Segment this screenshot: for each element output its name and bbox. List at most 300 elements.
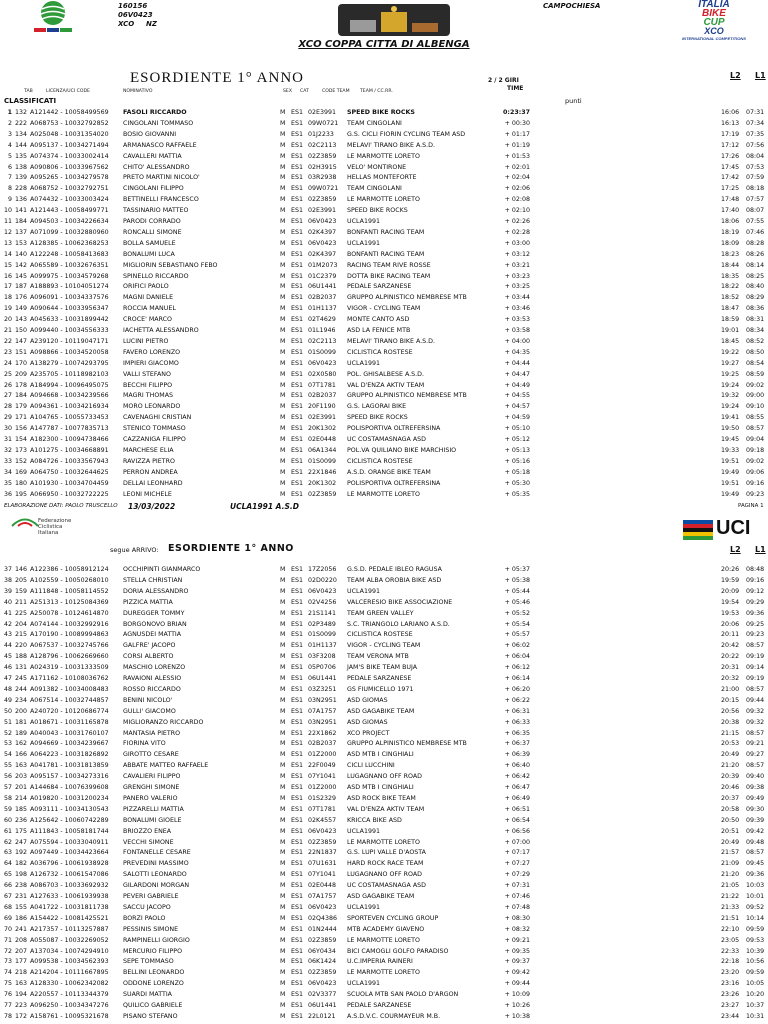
cell-name: BONALUMI LUCA: [123, 250, 175, 258]
cell-sex: M: [280, 707, 286, 715]
cell-name: CORSI ALBERTO: [123, 653, 174, 661]
cell-l1: 08:14: [746, 261, 765, 269]
cell-sex: M: [280, 457, 286, 465]
cell-sex: M: [280, 653, 286, 661]
cell-code: 07A1757: [308, 893, 337, 900]
cell-bib: 169: [15, 468, 28, 476]
cell-time: + 07:17: [504, 849, 530, 857]
cell-rank: 68: [3, 903, 12, 911]
cell-time: + 03:21: [504, 261, 530, 269]
cell-bib: 184: [15, 218, 28, 225]
cell-l1: 10:56: [746, 958, 765, 966]
cell-l2: 19:51: [721, 457, 740, 465]
cell-time: + 06:42: [504, 773, 530, 781]
cell-l2: 19:53: [721, 609, 740, 617]
cell-bib: 215: [15, 631, 28, 639]
col-header-code-team: CODE TEAM: [322, 89, 350, 94]
cell-sex: M: [280, 392, 286, 400]
cell-rank: 49: [3, 696, 12, 704]
cell-license: A094361 - 10034216934: [30, 403, 109, 411]
cell-l2: 19:50: [721, 425, 740, 433]
cell-name: BONALUMI GIOELE: [123, 816, 182, 824]
cell-team: UCLA1991: [347, 827, 380, 835]
cell-code: 02E3991: [308, 109, 337, 116]
fci-text: Italiana: [38, 530, 59, 537]
cell-license: A122386 - 10058912124: [30, 566, 109, 573]
cell-time: + 03:23: [504, 272, 530, 280]
cell-l2: 21:05: [721, 882, 740, 890]
cell-rank: 8: [7, 185, 12, 193]
cell-time: + 05:30: [504, 479, 530, 487]
cell-team: MONTE CANTO ASD: [347, 316, 410, 324]
cell-l2: 20:11: [721, 631, 740, 639]
event-title: XCO COPPA CITTA DI ALBENGA: [298, 39, 470, 50]
cell-rank: 63: [3, 849, 12, 857]
classified-label: CLASSIFICATI: [4, 97, 57, 105]
cell-name: PIZZICA MATTIA: [123, 598, 173, 606]
cell-time: + 02:10: [504, 207, 530, 215]
cell-license: A095157 - 10034273316: [30, 773, 109, 781]
cell-rank: 44: [3, 642, 12, 650]
cell-code: 22X1846: [308, 468, 337, 476]
cell-rank: 57: [3, 784, 12, 791]
cell-bib: 142: [15, 261, 28, 269]
cell-code: 20F1190: [308, 403, 336, 411]
cell-license: A091382 - 10034008483: [30, 685, 109, 693]
cell-time: + 10:09: [504, 991, 530, 999]
cell-sex: M: [280, 261, 286, 269]
cell-cat: ES1: [291, 631, 303, 639]
cell-license: A067514 - 10032744857: [30, 696, 109, 704]
cell-license: A065589 - 10032676351: [30, 261, 109, 269]
cell-bib: 155: [15, 903, 28, 911]
cell-rank: 22: [3, 337, 12, 345]
cell-rank: 9: [7, 196, 12, 204]
cell-cat: ES1: [291, 838, 303, 846]
cell-license: A084726 - 10033567943: [30, 457, 109, 465]
cell-l2: 18:23: [721, 250, 740, 258]
cell-time: + 05:18: [504, 468, 530, 476]
cell-l2: 23:20: [721, 969, 740, 977]
cell-l1: 08:57: [746, 685, 765, 693]
result-row: [0, 163, 768, 174]
cell-l1: 08:57: [746, 642, 765, 650]
cell-l1: 09:45: [746, 860, 765, 868]
cell-l2: 20:56: [721, 707, 740, 715]
cell-l2: 17:48: [721, 196, 740, 204]
cell-license: A104765 - 10055733453: [30, 414, 109, 422]
cell-bib: 208: [15, 936, 28, 944]
cell-cat: ES1: [291, 816, 303, 824]
result-row: [0, 402, 768, 413]
cell-sex: M: [280, 631, 286, 639]
cell-cat: ES1: [291, 381, 303, 389]
cell-name: SEPE TOMMASO: [123, 958, 174, 966]
cell-time: + 04:55: [504, 392, 530, 400]
cell-l1: 09:23: [746, 490, 765, 498]
result-row: [0, 979, 768, 990]
cell-license: A094503 - 10034226634: [30, 218, 109, 225]
cell-sex: M: [280, 980, 286, 988]
result-row: [0, 359, 768, 370]
cell-name: ROSSO RICCARDO: [123, 685, 181, 693]
cell-name: SUARDI MATTIA: [123, 991, 172, 999]
cell-code: 03R2938: [308, 174, 337, 182]
cell-license: A094668 - 10034239566: [30, 392, 109, 400]
cell-name: STENICO TOMMASO: [123, 425, 186, 433]
cell-team: CICLISTICA ROSTESE: [347, 631, 413, 639]
cell-l1: 09:32: [746, 707, 765, 715]
cell-time: + 06:20: [504, 685, 530, 693]
cell-bib: 241: [15, 925, 28, 933]
cell-code: 07A1757: [308, 707, 337, 715]
cell-l2: 18:22: [721, 283, 740, 291]
cell-code: 01H1137: [308, 642, 337, 650]
cell-team: DOTTA BIKE RACING TEAM: [347, 272, 431, 280]
result-row: [0, 184, 768, 195]
cell-bib: 231: [15, 893, 28, 900]
cell-rank: 13: [3, 239, 12, 247]
cell-name: PRETO MARTINI NICOLO': [123, 174, 200, 182]
cell-l2: 18:35: [721, 272, 740, 280]
cell-rank: 36: [3, 490, 12, 498]
cell-rank: 73: [3, 958, 12, 966]
cell-l2: 20:37: [721, 794, 740, 802]
cell-rank: 27: [3, 392, 12, 400]
cell-team: GRUPPO ALPINISTICO NEMBRESE MTB: [347, 392, 467, 400]
cell-code: 02T4629: [308, 316, 336, 324]
result-row: [0, 391, 768, 402]
cell-rank: 3: [7, 130, 12, 138]
cell-time: + 10:38: [504, 1012, 530, 1020]
cell-bib: 171: [15, 414, 28, 422]
cell-l2: 20:53: [721, 740, 740, 748]
cell-bib: 144: [15, 141, 28, 149]
cell-team: MELAVI' TIRANO BIKE A.S.D.: [347, 337, 435, 345]
cell-l2: 17:12: [721, 141, 740, 149]
cell-rank: 31: [3, 436, 12, 443]
cell-team: BONFANTI RACING TEAM: [347, 228, 425, 236]
cell-license: A121443 - 10058499771: [30, 207, 109, 215]
cell-l2: 21:57: [721, 849, 740, 857]
cell-l2: 20:31: [721, 664, 740, 672]
result-row: [0, 1001, 768, 1012]
cell-sex: M: [280, 109, 286, 116]
cell-license: A098866 - 10034520058: [30, 348, 109, 356]
cell-code: 06Y0434: [308, 947, 336, 955]
cell-l1: 08:55: [746, 414, 765, 422]
cell-sex: M: [280, 337, 286, 345]
cell-cat: ES1: [291, 152, 303, 160]
cell-l1: 08:25: [746, 272, 765, 280]
result-row: [0, 990, 768, 1001]
cell-name: ORIFICI PAOLO: [123, 283, 169, 291]
cell-l2: 18:06: [721, 218, 740, 225]
result-row: [0, 609, 768, 620]
cell-team: JAM'S BIKE TEAM BUJA: [347, 664, 418, 672]
cell-team: SCUOLA MTB SAN PAOLO D'ARGON: [347, 991, 459, 999]
cell-sex: M: [280, 784, 286, 791]
cell-time: + 04:57: [504, 403, 530, 411]
cell-bib: 172: [15, 1012, 28, 1020]
cell-bib: 204: [15, 620, 28, 628]
cell-code: 06U1441: [308, 283, 337, 291]
cell-l1: 10:39: [746, 947, 765, 955]
cell-l1: 09:06: [746, 468, 765, 476]
points-label: punti: [565, 97, 582, 105]
cell-team: XCO PROJECT: [347, 729, 390, 737]
cell-license: A055087 - 10032269052: [30, 936, 109, 944]
cell-code: 09W0721: [308, 185, 339, 193]
cell-license: A214204 - 10111667895: [30, 969, 109, 977]
cell-name: MIGLIORANZO RICCARDO: [123, 718, 204, 726]
cell-cat: ES1: [291, 566, 303, 573]
organizer: UCLA1991 A.S.D: [230, 502, 299, 511]
cell-name: FASOLI RICCARDO: [123, 109, 187, 116]
cell-code: 06U1441: [308, 1002, 337, 1009]
result-row: [0, 130, 768, 141]
cell-sex: M: [280, 316, 286, 324]
cell-l2: 22:10: [721, 925, 740, 933]
cell-code: 02P3489: [308, 620, 336, 628]
cell-cat: ES1: [291, 446, 303, 454]
cell-license: A041781 - 10031813859: [30, 762, 109, 770]
cell-time: + 09:21: [504, 936, 530, 944]
cell-code: 02E3991: [308, 207, 337, 215]
cell-time: + 01:19: [504, 141, 530, 149]
cell-sex: M: [280, 446, 286, 454]
cell-license: A121442 - 10058499569: [30, 109, 109, 116]
cell-bib: 152: [15, 457, 28, 465]
cell-l1: 08:54: [746, 359, 765, 367]
cell-license: A040043 - 10031760107: [30, 729, 109, 737]
cell-name: MORO LEONARDO: [123, 403, 181, 411]
cell-team: BONFANTI RACING TEAM: [347, 250, 425, 258]
cell-code: 01L1946: [308, 327, 336, 334]
cell-name: FONTANELLE CESARE: [123, 849, 191, 857]
cell-rank: 41: [3, 609, 12, 617]
cell-l1: 07:34: [746, 119, 765, 127]
cell-code: 01H1137: [308, 305, 337, 313]
cell-rank: 10: [3, 207, 12, 215]
cell-name: STELLA CHRISTIAN: [123, 576, 183, 584]
cell-name: BORGONOVO BRIAN: [123, 620, 187, 628]
cell-cat: ES1: [291, 991, 303, 999]
result-row: [0, 490, 768, 501]
cell-time: + 02:01: [504, 163, 530, 171]
result-row: [0, 881, 768, 892]
cell-license: A074432 - 10033003424: [30, 196, 109, 204]
cell-license: A090644 - 10033956347: [30, 305, 109, 313]
cell-bib: 176: [15, 294, 28, 302]
cell-time: + 04:44: [504, 359, 530, 367]
cell-name: CAVENAGHI CRISTIAN: [123, 414, 192, 422]
cell-l1: 08:31: [746, 316, 765, 324]
cell-bib: 143: [15, 316, 28, 324]
cell-team: TEAM CINGOLANI: [347, 185, 402, 193]
cell-code: 02B2037: [308, 392, 337, 400]
cell-cat: ES1: [291, 587, 303, 595]
cell-bib: 195: [15, 490, 28, 498]
cell-code: 02Q4386: [308, 914, 337, 922]
cell-cat: ES1: [291, 576, 303, 584]
cell-l2: 20:46: [721, 784, 740, 791]
cell-cat: ES1: [291, 860, 303, 868]
cell-l1: 08:07: [746, 207, 765, 215]
cell-sex: M: [280, 860, 286, 868]
cell-sex: M: [280, 827, 286, 835]
cell-cat: ES1: [291, 1002, 303, 1009]
cell-rank: 28: [3, 403, 12, 411]
cell-l2: 17:45: [721, 163, 740, 171]
cell-license: A171162 - 10108036762: [30, 675, 109, 682]
cell-license: A128796 - 10062669660: [30, 653, 109, 661]
fci-logo: [4, 515, 84, 543]
cell-team: ASD LA FENICE MTB: [347, 327, 411, 334]
cell-code: 01S0099: [308, 457, 337, 465]
cell-cat: ES1: [291, 980, 303, 988]
cell-sex: M: [280, 903, 286, 911]
cell-bib: 186: [15, 914, 28, 922]
cell-l2: 19:24: [721, 403, 740, 411]
cell-bib: 223: [15, 1002, 28, 1009]
cell-team: TEAM GREEN VALLEY: [347, 609, 414, 617]
cell-time: + 06:02: [504, 642, 530, 650]
cell-l1: 09:16: [746, 479, 765, 487]
cell-rank: 37: [3, 566, 12, 573]
cell-bib: 194: [15, 991, 28, 999]
cell-team: A.S.D.V.C. COURMAYEUR M.B.: [347, 1012, 441, 1020]
cell-l2: 18:59: [721, 316, 740, 324]
cell-sex: M: [280, 740, 286, 748]
cell-bib: 175: [15, 827, 28, 835]
cell-name: ABBATE MATTEO RAFFAELE: [123, 762, 209, 770]
cell-l1: 08:34: [746, 327, 765, 334]
cell-team: LE MARMOTTE LORETO: [347, 152, 420, 160]
cell-bib: 170: [15, 359, 28, 367]
cell-team: UCLA1991: [347, 980, 380, 988]
cell-time: + 04:49: [504, 381, 530, 389]
cell-l2: 20:22: [721, 653, 740, 661]
cell-cat: ES1: [291, 914, 303, 922]
cell-license: A094669 - 10034239667: [30, 740, 109, 748]
cell-l1: 09:42: [746, 827, 765, 835]
cell-cat: ES1: [291, 207, 303, 215]
cell-license: A188893 - 10104051274: [30, 283, 109, 291]
cell-license: A036796 - 10061938928: [30, 860, 109, 868]
cell-team: U.C.IMPERIA RAINERI: [347, 958, 413, 966]
cell-cat: ES1: [291, 598, 303, 606]
cell-l2: 21:20: [721, 762, 740, 770]
cell-l1: 10:31: [746, 1012, 765, 1020]
cell-name: FAVERO LORENZO: [123, 348, 181, 356]
cell-rank: 56: [3, 773, 12, 781]
cell-l2: 19:41: [721, 414, 740, 422]
cell-cat: ES1: [291, 305, 303, 313]
cell-cat: ES1: [291, 653, 303, 661]
cell-license: A099975 - 10034579268: [30, 272, 109, 280]
cell-bib: 178: [15, 381, 28, 389]
cell-license: A137034 - 10074294910: [30, 947, 109, 955]
cell-license: A019820 - 10031200234: [30, 794, 109, 802]
cell-sex: M: [280, 436, 286, 443]
cell-name: VALLI STEFANO: [123, 370, 171, 378]
cell-time: + 05:35: [504, 490, 530, 498]
cell-code: 06U1441: [308, 675, 337, 682]
cell-l1: 10:01: [746, 893, 765, 900]
cell-sex: M: [280, 838, 286, 846]
cell-l1: 09:25: [746, 620, 765, 628]
logo-text: XCO: [704, 26, 724, 36]
cell-l1: 08:57: [746, 849, 765, 857]
cell-code: 07Y1041: [308, 773, 336, 781]
cell-code: 02Z3859: [308, 936, 337, 944]
cell-l1: 08:50: [746, 348, 765, 356]
cell-rank: 54: [3, 751, 12, 759]
cell-sex: M: [280, 849, 286, 857]
cell-code: 02Z3859: [308, 490, 337, 498]
cell-rank: 11: [3, 218, 12, 225]
cell-cat: ES1: [291, 958, 303, 966]
cell-time: + 05:46: [504, 598, 530, 606]
cell-l2: 19:49: [721, 468, 740, 476]
col-header-tab: TAB: [24, 89, 33, 94]
location: CAMPOCHIESA: [543, 2, 601, 10]
cell-sex: M: [280, 370, 286, 378]
continuation-label: segue ARRIVO:: [110, 546, 159, 554]
cell-time: + 06:04: [504, 653, 530, 661]
cell-bib: 184: [15, 392, 28, 400]
cell-l2: 20:38: [721, 718, 740, 726]
cell-team: VALCERESIO BIKE ASSOCIAZIONE: [347, 598, 453, 606]
cell-name: CINGOLANI TOMMASO: [123, 119, 194, 127]
cell-l2: 21:15: [721, 729, 740, 737]
cell-team: VAL D'ENZA AKTIV TEAM: [347, 381, 425, 389]
cell-name: RAVAIONI ALESSIO: [123, 675, 182, 682]
cell-code: 02Z3859: [308, 838, 337, 846]
result-row: [0, 1012, 768, 1023]
cell-l1: 09:59: [746, 925, 765, 933]
cell-team: CICLISTICA ROSTESE: [347, 348, 413, 356]
cell-cat: ES1: [291, 740, 303, 748]
cell-cat: ES1: [291, 130, 303, 138]
cell-l2: 22:33: [721, 947, 740, 955]
cell-cat: ES1: [291, 403, 303, 411]
cell-l2: 21:20: [721, 871, 740, 879]
cell-team: MTB ACADEMY GIAVENO: [347, 925, 425, 933]
cell-cat: ES1: [291, 327, 303, 334]
cell-code: 02E3991: [308, 414, 337, 422]
cell-time: + 06:40: [504, 762, 530, 770]
cell-license: A041722 - 10031811738: [30, 903, 109, 911]
cell-rank: 24: [3, 359, 12, 367]
cell-name: CAVALIERI FILIPPO: [123, 773, 181, 781]
result-row: [0, 587, 768, 598]
cell-bib: 220: [15, 642, 28, 650]
cell-l1: 08:40: [746, 283, 765, 291]
cell-time: + 09:42: [504, 969, 530, 977]
result-row: [0, 468, 768, 479]
cell-team: LE MARMOTTE LORETO: [347, 936, 420, 944]
cell-l1: 07:55: [746, 218, 765, 225]
cell-team: ASD ROCK BIKE TEAM: [347, 794, 416, 802]
cell-l1: 09:19: [746, 653, 765, 661]
fci-text: Federazione: [38, 518, 72, 524]
result-row: [0, 446, 768, 457]
cell-rank: 14: [3, 250, 12, 258]
result-row: [0, 892, 768, 903]
cell-time: + 07:00: [504, 838, 530, 846]
